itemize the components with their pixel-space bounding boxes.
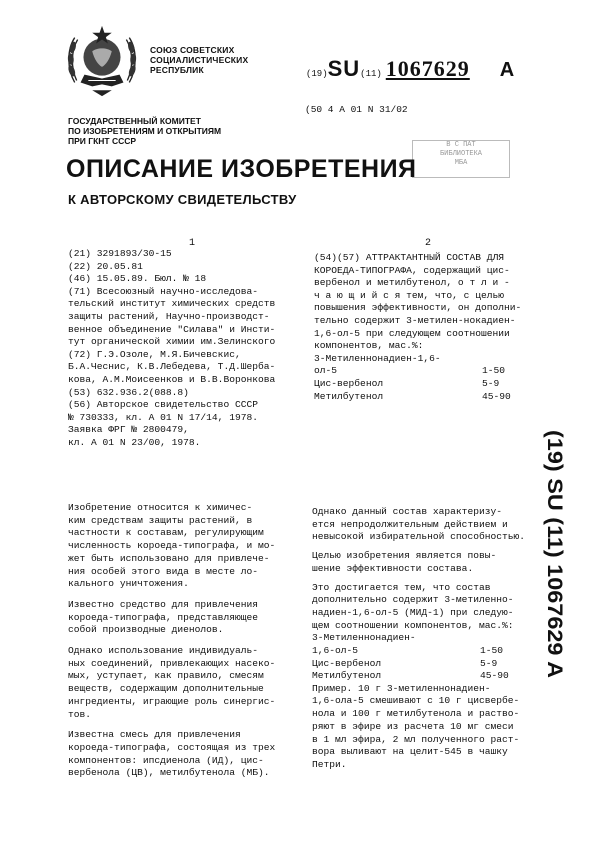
component-name: 3-Метиленнонадиен- xyxy=(312,632,416,644)
component-name: 1,6-ол-5 xyxy=(312,644,359,656)
description-line: надиен-1,6-ол-5 (МИД-1) при следую- xyxy=(312,606,514,618)
description-column-right xyxy=(312,506,525,772)
component-amount: 5-9 xyxy=(480,657,498,669)
library-stamp xyxy=(412,140,510,178)
example-line: Пример. 10 г 3-метиленнонадиен- xyxy=(312,682,491,694)
document-subtitle: К АВТОРСКОМУ СВИДЕТЕЛЬСТВУ xyxy=(68,192,297,207)
claim-line: повышения эффективности, он дополни- xyxy=(314,302,522,314)
claim-line: КОРОЕДА-ТИПОГРАФА, содержащий цис- xyxy=(314,264,510,276)
biblio-line: (56) Авторское свидетельство СССР xyxy=(68,399,258,411)
biblio-line: (71) Всесоюзный научно-исследова- xyxy=(68,285,258,297)
description-line: ингредиенты, играющие роль синергис- xyxy=(68,695,276,707)
example-line: вора выливают на целит-545 в чашку xyxy=(312,746,508,758)
biblio-line: защиты растений, Научно-производст- xyxy=(68,310,270,322)
biblio-line: № 730333, кл. А 01 N 17/14, 1978. xyxy=(68,411,258,423)
ipc-classification: (50 4 A 01 N 31/02 xyxy=(305,104,408,115)
side-patent-label: (19) SU (11) 1067629 A xyxy=(543,430,566,653)
claim-line: ч а ю щ и й с я тем, что, с целью xyxy=(314,289,504,301)
biblio-line: (46) 15.05.89. Бюл. № 18 xyxy=(68,273,207,285)
document-title: ОПИСАНИЕ ИЗОБРЕТЕНИЯ xyxy=(66,155,417,183)
description-line: дополнительно содержит 3-метиленно- xyxy=(312,594,514,606)
description-line: ния особей этого вида в месте ло- xyxy=(68,565,258,577)
description-line: короеда-типографа, представляющее xyxy=(68,611,258,623)
component-name: 3-Метиленнонадиен-1,6- xyxy=(314,352,441,364)
composition-row xyxy=(314,378,521,391)
biblio-line: Заявка ФРГ № 2800479, xyxy=(68,424,189,436)
claim-line: компонентов, мас.%: xyxy=(314,340,424,352)
component-amount: 45-90 xyxy=(480,670,509,682)
description-line: кального уничтожения. xyxy=(68,578,189,590)
biblio-line: тут органической химии им.Зелинского xyxy=(68,336,276,348)
column-number: 2 xyxy=(425,238,432,249)
biblio-line: Б.А.Чеснис, К.В.Лебедева, Т.Д.Шерба- xyxy=(68,361,276,373)
example-line: нола и 100 г метилбутенола и раство- xyxy=(312,708,520,720)
kind-code: A xyxy=(499,59,515,81)
description-line: ется непродолжительным действием и xyxy=(312,518,508,530)
country-code-tag: (19) xyxy=(306,69,328,79)
description-line: невысокой избирательной способностью. xyxy=(312,531,526,543)
component-amount: 45-90 xyxy=(482,390,511,402)
description-column-left xyxy=(68,502,275,780)
biblio-line: кл. А 01 N 23/00, 1978. xyxy=(68,436,201,448)
stamp-line: МБА xyxy=(454,159,468,167)
bibliographic-data xyxy=(68,248,275,450)
description-line: шение эффективности состава. xyxy=(312,562,474,574)
claim-line: 1,6-ол-5 при следующем соотношении xyxy=(314,327,510,339)
paragraph-gap xyxy=(68,637,275,645)
composition-row xyxy=(312,632,525,645)
composition-row xyxy=(312,645,525,658)
component-name: ол-5 xyxy=(314,365,338,377)
biblio-line: кова, А.М.Моисеенков и В.В.Воронкова xyxy=(68,373,276,385)
component-name: Метилбутенол xyxy=(314,390,384,402)
description-line: собой производные диенолов. xyxy=(68,624,224,636)
stamp-line: БИБЛИОТЕКА xyxy=(439,150,482,158)
description-line: тов. xyxy=(68,708,92,720)
biblio-line: (53) 632.936.2(088.8) xyxy=(68,386,189,398)
composition-row xyxy=(314,391,521,404)
composition-row xyxy=(314,365,521,378)
biblio-line: (21) 3291893/30-15 xyxy=(68,248,172,259)
description-line: ким средствам защиты растений, в xyxy=(68,514,253,526)
claim-line: тельно содержит 3-метилен-нокадиен- xyxy=(314,314,516,326)
biblio-line: венное объединение "Силава" и Инсти- xyxy=(68,323,276,335)
side-patent-number xyxy=(540,430,568,680)
example-line: ряют в эфире из расчета 10 мг смеси xyxy=(312,720,514,732)
country-line: СОЮЗ СОВЕТСКИХ xyxy=(150,45,235,55)
paragraph-gap xyxy=(68,591,275,599)
description-line: щем соотношении компонентов, мас.%: xyxy=(312,619,514,631)
example-line: 1,6-ола-5 смешивают с 10 г цисвербе- xyxy=(312,695,520,707)
committee-line: ПО ИЗОБРЕТЕНИЯМ И ОТКРЫТИЯМ xyxy=(68,126,222,136)
stamp-line: В С ПАТ xyxy=(446,141,476,149)
description-line: короеда-типографа, состоящая из трех xyxy=(68,741,276,753)
claim-line: вербенол и метилбутенол, о т л и - xyxy=(314,277,510,289)
description-line: ных соединений, привлекающих насеко- xyxy=(68,657,276,669)
country-code: SU xyxy=(327,56,361,81)
patent-number: 1067629 xyxy=(385,56,470,81)
description-line: Целью изобретения является повы- xyxy=(312,550,497,562)
component-amount: 5-9 xyxy=(482,377,500,389)
component-name: Метилбутенол xyxy=(312,670,382,682)
component-amount: 1-50 xyxy=(480,644,504,656)
biblio-line: тельский институт химических средств xyxy=(68,298,276,310)
description-line: Однако данный состав характеризу- xyxy=(312,506,502,517)
example-line: в 1 мл эфира, 2 мл полученного раст- xyxy=(312,733,520,745)
committee-line: ГОСУДАРСТВЕННЫЙ КОМИТЕТ xyxy=(68,116,201,126)
paragraph-gap xyxy=(68,721,275,729)
claim-line: (54)(57) АТТРАКТАНТНЫЙ СОСТАВ ДЛЯ xyxy=(314,252,504,263)
description-line: Однако использование индивидуаль- xyxy=(68,645,258,657)
country-name xyxy=(150,45,248,75)
composition-row xyxy=(312,670,525,683)
example-line: Петри. xyxy=(312,758,347,770)
component-name: Цис-вербенол xyxy=(312,657,382,669)
column-number: 1 xyxy=(189,238,196,249)
claim-text xyxy=(314,252,521,403)
component-name: Цис-вербенол xyxy=(314,377,384,389)
biblio-line: (72) Г.Э.Озоле, М.Я.Бичевскис, xyxy=(68,348,241,360)
description-line: Изобретение относится к химичес- xyxy=(68,502,253,513)
country-line: СОЦИАЛИСТИЧЕСКИХ xyxy=(150,55,249,65)
biblio-line: (22) 20.05.81 xyxy=(68,260,143,272)
number-code-tag: (11) xyxy=(360,69,382,79)
description-line: частности к составам, регулирующим xyxy=(68,527,264,539)
description-line: численность короеда-типографа, и мо- xyxy=(68,540,276,552)
description-line: жет быть использовано для привлече- xyxy=(68,552,270,564)
description-line: веществ, содержащим дополнительные xyxy=(68,683,264,695)
composition-row xyxy=(314,353,521,366)
description-line: Это достигается тем, что состав xyxy=(312,581,491,593)
composition-row xyxy=(312,658,525,671)
description-line: мых, уступает, как правило, смесям xyxy=(68,670,264,682)
description-line: вербенола (ЦВ), метилбутенола (МБ). xyxy=(68,767,270,779)
committee-name xyxy=(68,116,221,146)
state-emblem xyxy=(63,22,141,100)
component-amount: 1-50 xyxy=(482,365,506,377)
description-line: компонентов: ипсдиенола (ИД), цис- xyxy=(68,754,264,766)
committee-line: ПРИ ГКНТ СССР xyxy=(68,136,137,146)
description-line: Известна смесь для привлечения xyxy=(68,729,241,741)
description-line: Известно средство для привлечения xyxy=(68,598,258,610)
country-line: РЕСПУБЛИК xyxy=(150,65,204,75)
patent-number-block xyxy=(306,56,514,82)
